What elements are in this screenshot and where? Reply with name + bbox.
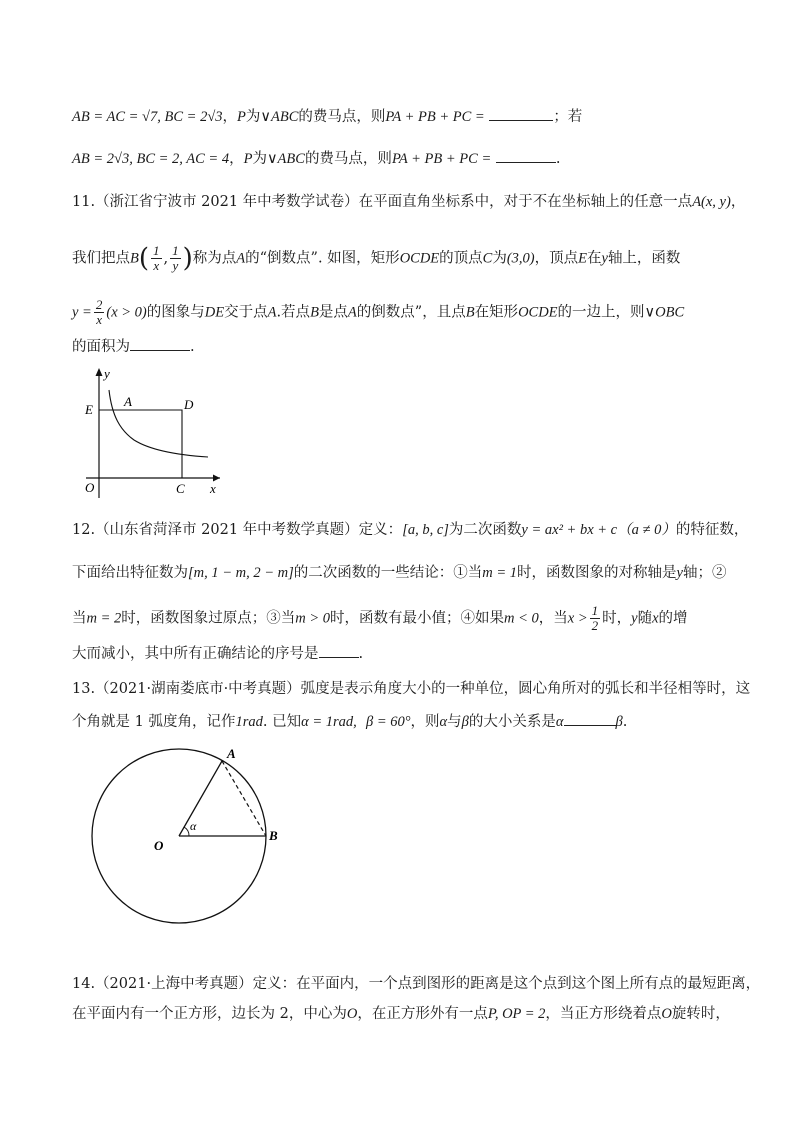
q11-line-3: y = $\frac{2}{x}$ (x > 0)的图象与DE交于点A.若点B是点A的倒数点”，且点B在矩形OCDE的一边上，则∨OBC bbox=[72, 297, 685, 327]
answer-blank[interactable] bbox=[489, 106, 553, 121]
radius-OA bbox=[179, 761, 222, 836]
fermat-condition-1: AB = AC = √7, BC = 2√3 bbox=[72, 109, 223, 125]
angle-arc bbox=[184, 827, 189, 836]
q12-line-2: 下面给出特征数为[m, 1 − m, 2 − m]的二次函数的一些结论：①当m = 1时，函数图象的对称轴是y轴；② bbox=[72, 565, 727, 581]
label-B: B bbox=[269, 828, 278, 843]
label-x: x bbox=[210, 481, 216, 496]
y-axis-arrow bbox=[96, 368, 103, 376]
answer-blank[interactable] bbox=[564, 711, 616, 726]
q12-line-4: 大而减小，其中所有正确结论的序号是 . bbox=[72, 643, 363, 664]
label-E: E bbox=[85, 402, 93, 417]
label-O: O bbox=[85, 480, 95, 495]
fermat-condition-2: AB = 2√3, BC = 2, AC = 4 bbox=[72, 151, 230, 167]
q13-line-2: 个角就是 1 弧度角，记作1rad. 已知α = 1rad, β = 60°，则α与β的大小关系是α β. bbox=[72, 711, 627, 732]
fermat-line-1: AB = AC = √7, BC = 2√3，P为∨ABC的费马点，则PA + PB + PC = ；若 bbox=[72, 106, 582, 127]
chord-AB-dashed bbox=[222, 761, 266, 836]
label-alpha: α bbox=[190, 819, 197, 833]
q13-circle-figure bbox=[90, 744, 290, 944]
q11-line-1: 11.（浙江省宁波市 2021 年中考数学试卷）在平面直角坐标系中，对于不在坐标轴上的任意一点A(x, y)， bbox=[72, 194, 746, 210]
q12-line-1: 12.（山东省菏泽市 2021 年中考数学真题）定义：[a, b, c]为二次函数y = ax² + bx + c（a ≠ 0）的特征数， bbox=[72, 522, 749, 538]
answer-blank[interactable] bbox=[496, 148, 556, 163]
label-A: A bbox=[124, 394, 132, 409]
answer-blank[interactable] bbox=[130, 336, 190, 351]
label-y: y bbox=[104, 366, 110, 381]
answer-blank[interactable] bbox=[319, 643, 359, 658]
q11-line-4: 的面积为 . bbox=[72, 336, 195, 357]
q12-line-3: 当m = 2时，函数图象过原点；③当m > 0时，函数有最小值；④如果m < 0，当x > $\frac{1}{2}$ 时，y随x的增 bbox=[72, 603, 688, 633]
q11-line-2: 我们把点B( $\frac{1}{x}$ , $\frac{1}{y}$ )称为点A的“倒数点”. 如图，矩形OCDE的顶点C为(3,0)，顶点E在y轴上，函数 bbox=[72, 243, 681, 274]
q14-line-1: 14.（2021·上海中考真题）定义：在平面内，一个点到图形的距离是这个点到这个图上所有点的最短距离， bbox=[72, 976, 761, 992]
label-C: C bbox=[176, 481, 185, 496]
label-A: A bbox=[227, 746, 236, 761]
q11-hyperbola-rectangle-figure bbox=[76, 364, 226, 500]
q13-line-1: 13.（2021·湖南娄底市·中考真题）弧度是表示角度大小的一种单位，圆心角所对的弧长和半径相等时，这 bbox=[72, 681, 751, 697]
q14-line-2: 在平面内有一个正方形，边长为 2，中心为O，在正方形外有一点P, OP = 2，当正方形绕着点O旋转时， bbox=[72, 1006, 730, 1022]
fraction-2-over-x: $\frac{2}{x}$ bbox=[95, 297, 103, 327]
fermat-line-2: AB = 2√3, BC = 2, AC = 4，P为∨ABC的费马点，则PA + PB + PC = . bbox=[72, 148, 560, 169]
fraction-one-half: $\frac{1}{2}$ bbox=[591, 603, 599, 633]
label-D: D bbox=[184, 397, 194, 412]
label-O: O bbox=[154, 838, 164, 853]
fraction-1-over-x: $\frac{1}{x}$ bbox=[153, 243, 160, 273]
fraction-1-over-y: $\frac{1}{y}$ bbox=[172, 243, 179, 273]
